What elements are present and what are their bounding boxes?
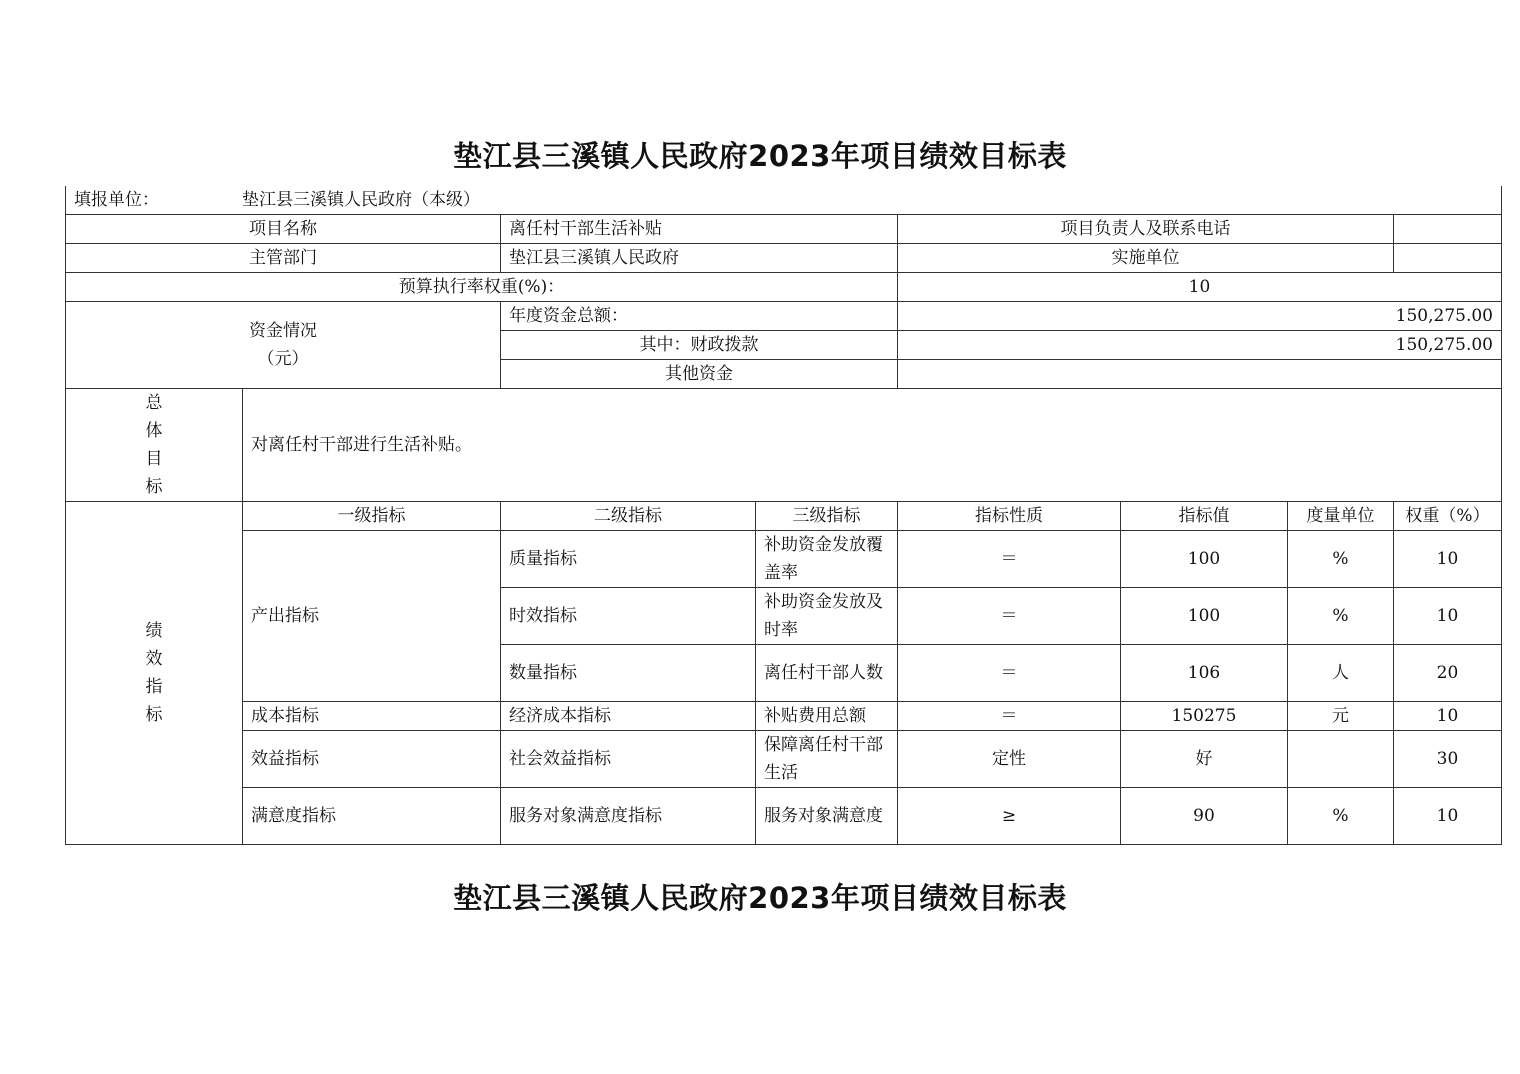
- indicators-label-char: 标: [145, 705, 163, 725]
- impl-unit-label: 实施单位: [898, 244, 1394, 273]
- nature-cell: 定性: [898, 731, 1121, 788]
- header-level2: 二级指标: [501, 502, 756, 531]
- unit-cell: %: [1288, 788, 1394, 845]
- unit-cell: 元: [1288, 702, 1394, 731]
- goal-label-char: 目: [145, 449, 163, 469]
- table-row: [66, 531, 1502, 588]
- level1-cell: 产出指标: [243, 531, 501, 702]
- level3-cell: 补贴费用总额: [756, 702, 898, 731]
- header-unit: 度量单位: [1288, 502, 1394, 531]
- level3-cell: 服务对象满意度: [756, 788, 898, 845]
- overall-goal-text: 对离任村干部进行生活补贴。: [243, 389, 1502, 502]
- budget-weight-label: 预算执行率权重(%)：: [66, 273, 898, 302]
- value-cell: 106: [1121, 645, 1288, 702]
- level2-cell: 质量指标: [501, 531, 756, 588]
- unit-cell: 人: [1288, 645, 1394, 702]
- dept-label: 主管部门: [66, 244, 501, 273]
- goal-label-char: 体: [145, 421, 163, 441]
- level3-cell: 保障离任村干部生活: [756, 731, 898, 788]
- dept-value: 垫江县三溪镇人民政府: [501, 244, 898, 273]
- indicators-label: [66, 502, 243, 845]
- value-cell: 100: [1121, 588, 1288, 645]
- performance-target-table: [65, 186, 1502, 845]
- weight-cell: 10: [1394, 531, 1502, 588]
- unit-cell: %: [1288, 588, 1394, 645]
- level1-cell: 满意度指标: [243, 788, 501, 845]
- page-title: 垫江县三溪镇人民政府2023年项目绩效目标表: [453, 139, 1067, 173]
- value-cell: 好: [1121, 731, 1288, 788]
- table-row: [66, 702, 1502, 731]
- header-weight: 权重（%）: [1394, 502, 1502, 531]
- nature-cell: ＝: [898, 702, 1121, 731]
- goal-label-char: 总: [145, 393, 163, 413]
- level2-cell: 社会效益指标: [501, 731, 756, 788]
- page-title-repeat: 垫江县三溪镇人民政府2023年项目绩效目标表: [453, 881, 1067, 915]
- header-nature: 指标性质: [898, 502, 1121, 531]
- unit-cell: %: [1288, 531, 1394, 588]
- unit-cell: [1288, 731, 1394, 788]
- fill-unit-label: 填报单位：: [74, 190, 159, 210]
- weight-cell: 10: [1394, 588, 1502, 645]
- indicators-label-char: 效: [145, 649, 163, 669]
- table-row: [66, 731, 1502, 788]
- weight-cell: 30: [1394, 731, 1502, 788]
- funds-label-line1: 资金情况: [249, 321, 317, 341]
- contact-value: [1394, 215, 1502, 244]
- header-level3: 三级指标: [756, 502, 898, 531]
- level2-cell: 数量指标: [501, 645, 756, 702]
- level2-cell: 服务对象满意度指标: [501, 788, 756, 845]
- indicators-label-char: 指: [145, 677, 163, 697]
- impl-unit-value: [1394, 244, 1502, 273]
- weight-cell: 20: [1394, 645, 1502, 702]
- goal-label-char: 标: [145, 477, 163, 497]
- value-cell: 90: [1121, 788, 1288, 845]
- level1-cell: 成本指标: [243, 702, 501, 731]
- weight-cell: 10: [1394, 788, 1502, 845]
- nature-cell: ＝: [898, 645, 1121, 702]
- header-value: 指标值: [1121, 502, 1288, 531]
- funds-other-value: [898, 360, 1502, 389]
- funds-label-line2: （元）: [257, 349, 309, 369]
- level2-cell: 经济成本指标: [501, 702, 756, 731]
- funds-fiscal-value: 150,275.00: [898, 331, 1502, 360]
- overall-goal-label: [66, 389, 243, 502]
- contact-label: 项目负责人及联系电话: [898, 215, 1394, 244]
- header-level1: 一级指标: [243, 502, 501, 531]
- value-cell: 100: [1121, 531, 1288, 588]
- fill-unit-value: 垫江县三溪镇人民政府（本级）: [242, 190, 480, 210]
- budget-weight-value: 10: [898, 273, 1502, 302]
- project-name-value: 离任村干部生活补贴: [501, 215, 898, 244]
- funds-total-label: 年度资金总额：: [501, 302, 898, 331]
- table-row: [66, 788, 1502, 845]
- nature-cell: ＝: [898, 588, 1121, 645]
- level2-cell: 时效指标: [501, 588, 756, 645]
- weight-cell: 10: [1394, 702, 1502, 731]
- funds-total-value: 150,275.00: [898, 302, 1502, 331]
- funds-other-label: 其他资金: [501, 360, 898, 389]
- level1-cell: 效益指标: [243, 731, 501, 788]
- funds-label: [66, 302, 501, 389]
- level3-cell: 离任村干部人数: [756, 645, 898, 702]
- nature-cell: ＝: [898, 531, 1121, 588]
- nature-cell: ≥: [898, 788, 1121, 845]
- value-cell: 150275: [1121, 702, 1288, 731]
- project-name-label: 项目名称: [66, 215, 501, 244]
- level3-cell: 补助资金发放及时率: [756, 588, 898, 645]
- indicators-label-char: 绩: [145, 621, 163, 641]
- level3-cell: 补助资金发放覆盖率: [756, 531, 898, 588]
- fill-unit-row: [66, 186, 1502, 215]
- funds-fiscal-label: 其中：财政拨款: [501, 331, 898, 360]
